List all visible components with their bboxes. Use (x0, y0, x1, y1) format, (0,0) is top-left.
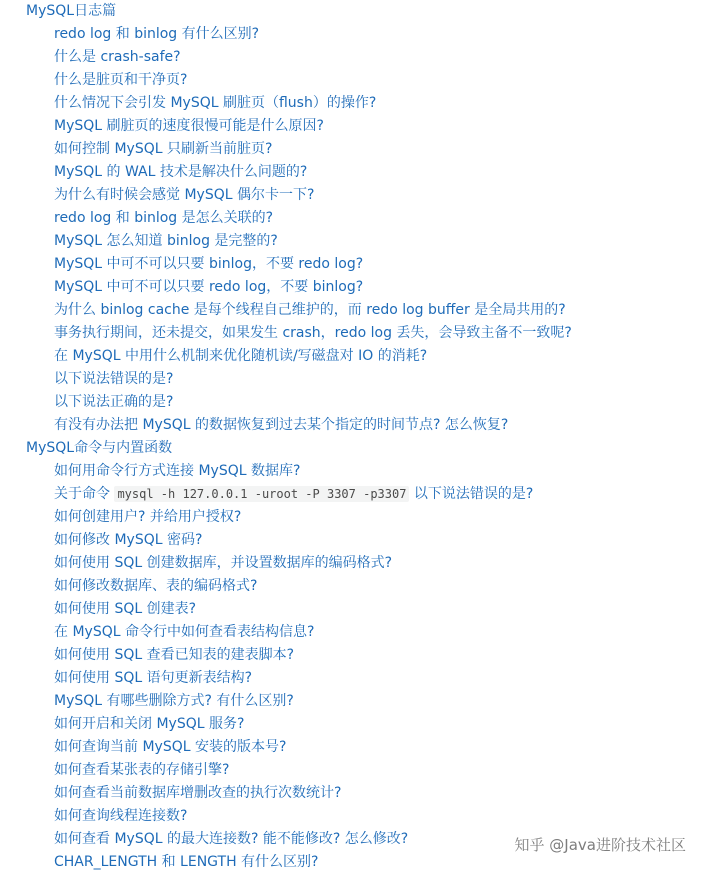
toc-link-with-code[interactable] (26, 483, 696, 506)
inline-code: mysql -h 127.0.0.1 -uroot -P 3307 -p3307 (114, 486, 409, 502)
toc-link[interactable]: 以下说法正确的是? (54, 394, 174, 410)
toc-link[interactable]: 有没有办法把 MySQL 的数据恢复到过去某个指定的时间节点? 怎么恢复? (54, 417, 509, 433)
toc-link[interactable]: 什么是 crash-safe? (54, 49, 181, 65)
toc-link[interactable]: 如何使用 SQL 查看已知表的建表脚本? (54, 647, 295, 663)
toc-section-mysql-commands (26, 437, 696, 874)
toc-link[interactable]: redo log 和 binlog 有什么区别? (54, 26, 260, 42)
toc-link-prefix: 关于命令 (54, 486, 115, 502)
watermark: 知乎 @Java进阶技术社区 (514, 836, 686, 854)
toc-link[interactable]: 如何查询线程连接数? (54, 808, 188, 824)
toc-link[interactable]: 事务执行期间，还未提交，如果发生 crash，redo log 丢失，会导致主备不一致呢? (54, 325, 572, 341)
toc-link[interactable]: 什么是脏页和干净页? (54, 72, 188, 88)
toc-link[interactable]: 如何查询当前 MySQL 安装的版本号? (54, 739, 287, 755)
toc-link[interactable]: MySQL 有哪些删除方式? 有什么区别? (54, 693, 294, 709)
toc-link[interactable]: 如何查看 MySQL 的最大连接数? 能不能修改? 怎么修改? (54, 831, 409, 847)
toc-link[interactable]: 如何控制 MySQL 只刷新当前脏页? (54, 141, 273, 157)
toc-link[interactable]: 在 MySQL 中用什么机制来优化随机读/写磁盘对 IO 的消耗? (54, 348, 428, 364)
toc-link[interactable]: MySQL 怎么知道 binlog 是完整的? (54, 233, 278, 249)
toc-link[interactable]: 如何使用 SQL 创建表? (54, 601, 197, 617)
toc-link[interactable]: 为什么有时候会感觉 MySQL 偶尔卡一下? (54, 187, 315, 203)
toc-link[interactable]: 如何用命令行方式连接 MySQL 数据库? (54, 463, 301, 479)
toc-link[interactable]: 如何开启和关闭 MySQL 服务? (54, 716, 245, 732)
toc-link[interactable]: 如何查看当前数据库增删改查的执行次数统计? (54, 785, 342, 801)
toc-link[interactable]: 如何修改 MySQL 密码? (54, 532, 203, 548)
table-of-contents (26, 0, 696, 874)
toc-link[interactable]: 如何修改数据库、表的编码格式? (54, 578, 258, 594)
toc-link-suffix: 以下说法错误的是? (409, 486, 534, 502)
toc-link[interactable]: MySQL 的 WAL 技术是解决什么问题的? (54, 164, 308, 180)
section-title[interactable]: MySQL命令与内置函数 (26, 440, 173, 456)
toc-link[interactable]: 如何查看某张表的存储引擎? (54, 762, 230, 778)
toc-link[interactable]: 在 MySQL 命令行中如何查看表结构信息? (54, 624, 315, 640)
toc-link[interactable]: MySQL 中可不可以只要 redo log，不要 binlog? (54, 279, 364, 295)
toc-link[interactable]: 什么情况下会引发 MySQL 刷脏页（flush）的操作? (54, 95, 377, 111)
toc-link[interactable]: MySQL 刷脏页的速度很慢可能是什么原因? (54, 118, 324, 134)
toc-link[interactable]: 如何使用 SQL 创建数据库，并设置数据库的编码格式? (54, 555, 393, 571)
toc-section-mysql-log (26, 0, 696, 437)
toc-link[interactable]: MySQL 中可不可以只要 binlog，不要 redo log? (54, 256, 364, 272)
toc-link[interactable]: 为什么 binlog cache 是每个线程自己维护的，而 redo log buffer 是全局共用的? (54, 302, 566, 318)
toc-link[interactable]: 如何创建用户? 并给用户授权? (54, 509, 242, 525)
toc-link[interactable]: redo log 和 binlog 是怎么关联的? (54, 210, 274, 226)
toc-link[interactable]: CHAR_LENGTH 和 LENGTH 有什么区别? (54, 854, 319, 870)
toc-link[interactable]: 如何使用 SQL 语句更新表结构? (54, 670, 253, 686)
section-title[interactable]: MySQL日志篇 (26, 3, 117, 19)
toc-link[interactable]: 以下说法错误的是? (54, 371, 174, 387)
